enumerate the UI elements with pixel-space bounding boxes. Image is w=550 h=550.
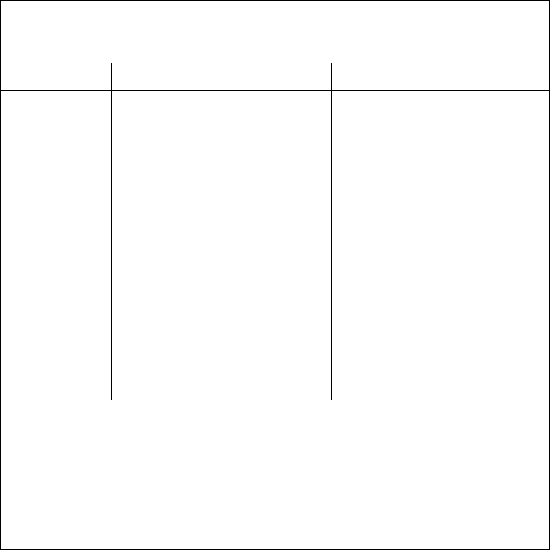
divider xyxy=(331,63,332,90)
divider xyxy=(111,63,112,90)
divider xyxy=(331,90,332,400)
ugr-values-grid xyxy=(1,90,549,400)
area-header xyxy=(1,63,549,91)
divider xyxy=(111,90,112,400)
